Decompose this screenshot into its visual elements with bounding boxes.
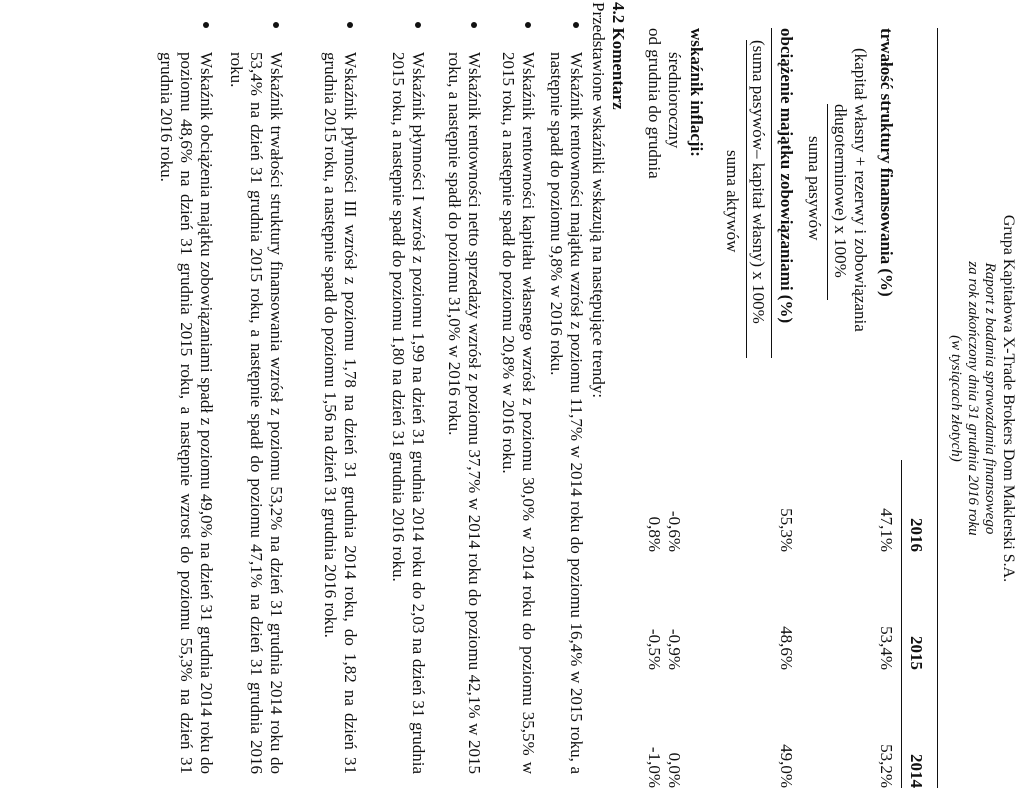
list-item-text: Wskaźnik rentowności majątku wzrósł z poziomu 11,7% w 2014 roku do poziomu 16,4% w 2015 roku, a następnie spadł do poziomu 9,8% w 2016 roku. [547, 52, 586, 774]
structure-value-2016: 47,1% [877, 508, 896, 552]
structure-numerator-line2: długoterminowe) x 100% [831, 104, 850, 278]
bullet-dot-icon [573, 22, 579, 28]
list-item-text: Wskaźnik trwałości struktury finansowania wzrósł z poziomu 53,2% na dzień 31 grudnia 2014 roku do 53,4% na dzień 31 grudnia 2015 roku, a następnie spadł do poziomu 47,1% na dzień 31 grudnia 2016 roku. [227, 52, 286, 774]
report-period: za rok zakończony dnia 31 grudnia 2016 roku [965, 261, 981, 536]
list-item-text: Wskaźnik płynności I wzrósł z poziomu 1,99 na dzień 31 grudnia 2014 roku do 2,03 na dzień 31 grudnia 2015 roku, a następnie spadł do poziomu 1,80 na dzień 31 grudnia 2016 roku. [389, 52, 428, 774]
inflation-average-2014: 0,0% [665, 752, 684, 788]
report-units: (w tysiącach złotych) [948, 335, 964, 462]
inflation-dec-2014: -1,0% [645, 746, 664, 788]
inflation-average-2015: -0,9% [665, 628, 684, 670]
year-header-2016: 2016 [907, 518, 926, 552]
inflation-dec-2015: -0,5% [645, 628, 664, 670]
section-heading: 4.2 Komentarz [609, 2, 628, 110]
structure-denominator: suma pasywów [805, 136, 824, 241]
bullet-dot-icon [415, 22, 421, 28]
year-header-rule [901, 460, 902, 788]
section-intro: Przedstawione wskaźniki wskazują na następujące trendy: [589, 2, 608, 399]
inflation-average-2016: -0,6% [665, 510, 684, 552]
bullet-dot-icon [471, 22, 477, 28]
inflation-sub-average: średnioroczny [665, 52, 684, 149]
company-name: Grupa Kapitałowa X-Trade Brokers Dom Maklerski S.A. [1000, 214, 1017, 583]
row-label-inflation: wskaźnik inflacji: [687, 28, 706, 157]
debt-fraction-bar [746, 40, 747, 358]
bullet-dot-icon [273, 22, 279, 28]
year-header-2014: 2014 [907, 754, 926, 788]
debt-denominator: suma aktywów [723, 150, 742, 253]
debt-value-2014: 49,0% [777, 744, 796, 788]
inflation-dec-2016: 0,8% [645, 516, 664, 552]
year-header-2015: 2015 [907, 636, 926, 670]
row-label-structure: trwałość struktury finansowania (%) [877, 28, 896, 297]
list-item-text: Wskaźnik rentowności netto sprzedaży wzrósł z poziomu 37,7% w 2014 roku do poziomu 42,1% w 2015 roku, a następnie spadł do poziomu 31,0% w 2016 roku. [445, 52, 484, 774]
debt-value-2015: 48,6% [777, 626, 796, 670]
inflation-sub-dec-dec: od grudnia do grudnia [645, 28, 664, 179]
structure-fraction-bar [827, 104, 828, 300]
debt-value-2016: 55,3% [777, 508, 796, 552]
structure-value-2014: 53,2% [877, 744, 896, 788]
table-top-rule [937, 28, 938, 788]
structure-numerator-line1: (kapitał własny + rezerwy i zobowiązania [851, 48, 870, 332]
row-label-debt: obciążenie majątku zobowiązaniami (%) [777, 28, 796, 324]
bullet-dot-icon [203, 22, 209, 28]
debt-numerator: (suma pasywów– kapitał własny) x 100% [749, 40, 768, 324]
structure-value-2015: 53,4% [877, 626, 896, 670]
debt-fraction-top-rule [771, 28, 772, 358]
bullet-dot-icon [347, 22, 353, 28]
list-item-text: Wskaźnik obciążenia majątku zobowiązaniami spadł z poziomu 49,0% na dzień 31 grudnia 2014 roku do poziomu 48,6% na dzień 31 grudnia 2015 roku, a następnie wzrost do poziomu 55,3% na dzień 31 grudnia 2016 roku. [157, 52, 216, 774]
report-title: Raport z badania sprawozdania finansowego [982, 262, 998, 535]
list-item-text: Wskaźnik rentowności kapitału własnego wzrósł z poziomu 30,0% w 2014 roku do poziomu 35,5% w 2015 roku, a następnie spadł do poziomu 20,8% w 2016 roku. [499, 52, 538, 774]
list-item-text: Wskaźnik płynności III wzrósł z poziomu 1,78 na dzień 31 grudnia 2014 roku, do 1,82 na dzień 31 grudnia 2015 roku, a następnie spadł do poziomu 1,56 na dzień 31 grudnia 2016 roku. [321, 52, 360, 774]
bullet-dot-icon [525, 22, 531, 28]
